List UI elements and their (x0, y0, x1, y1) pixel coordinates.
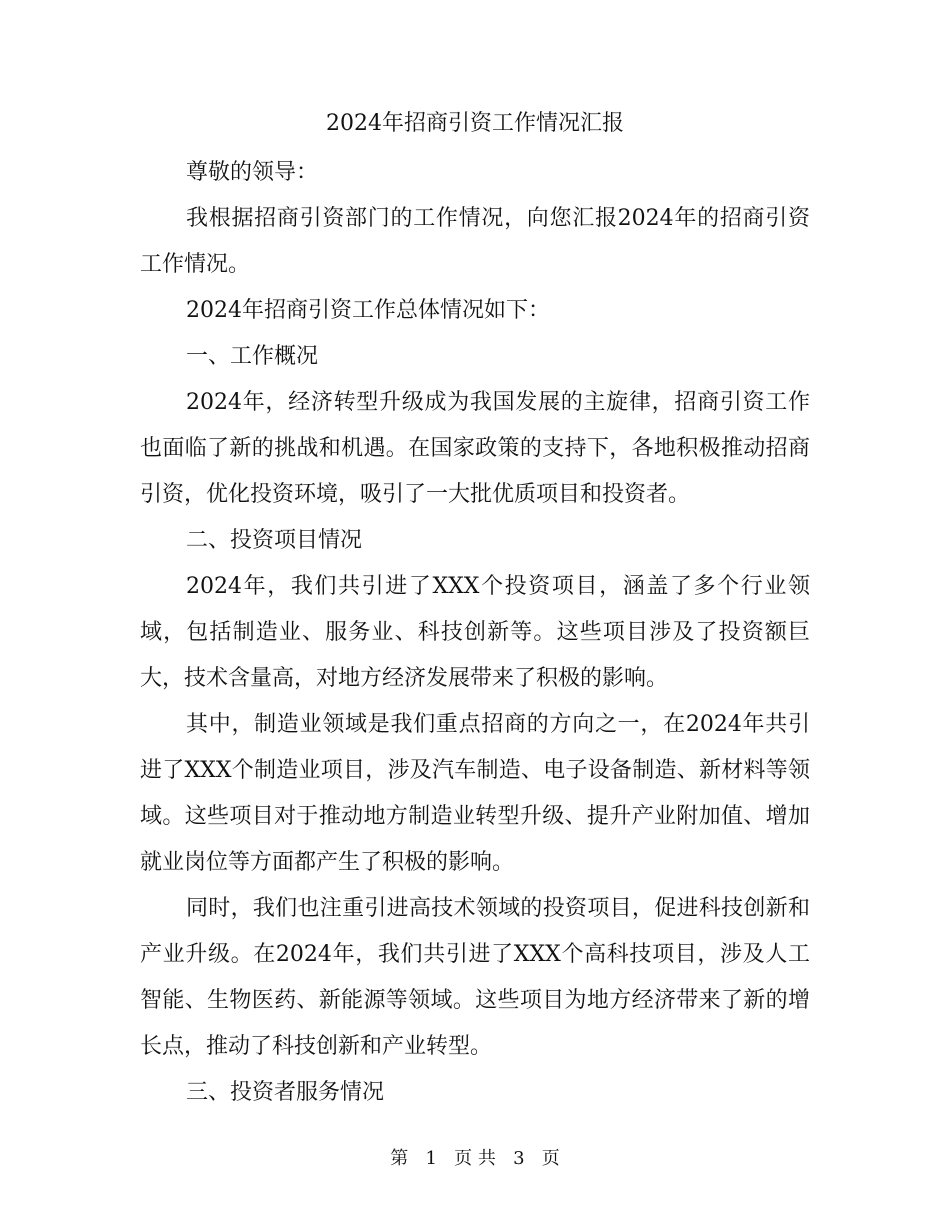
page-label-suffix: 页 (541, 1148, 560, 1169)
total-pages-number: 3 (513, 1148, 525, 1169)
intro-paragraph: 我根据招商引资部门的工作情况，向您汇报2024年的招商引资工作情况。 (140, 206, 810, 277)
section-heading-work-overview: 一、工作概况 (186, 344, 319, 369)
section-heading-investor-services: 三、投资者服务情况 (186, 1080, 385, 1105)
page-label-prefix: 第 (390, 1148, 409, 1169)
high-tech-paragraph: 同时，我们也注重引进高技术领域的投资项目，促进科技创新和产业升级。在2024年，我们共引进了XXX个高科技项目，涉及人工智能、生物医药、新能源等领域。这些项目为地方经济带来了新的增长点，推动了科技创新和产业转型。 (140, 896, 810, 1059)
work-overview-paragraph: 2024年，经济转型升级成为我国发展的主旋律，招商引资工作也面临了新的挑战和机遇。在国家政策的支持下，各地积极推动招商引资，优化投资环境，吸引了一大批优质项目和投资者。 (140, 390, 810, 507)
document-title: 2024年招商引资工作情况汇报 (326, 111, 624, 136)
section-heading-investment-projects: 二、投资项目情况 (186, 528, 363, 553)
page-footer (0, 1146, 950, 1172)
current-page-number: 1 (425, 1148, 437, 1169)
page-label-mid: 页 共 (454, 1148, 496, 1169)
investment-projects-paragraph: 2024年，我们共引进了XXX个投资项目，涵盖了多个行业领域，包括制造业、服务业、科技创新等。这些项目涉及了投资额巨大，技术含量高，对地方经济发展带来了积极的影响。 (140, 574, 810, 691)
document-body (140, 150, 810, 1116)
salutation-paragraph: 尊敬的领导： (186, 160, 319, 185)
manufacturing-paragraph: 其中，制造业领域是我们重点招商的方向之一，在2024年共引进了XXX个制造业项目，涉及汽车制造、电子设备制造、新材料等领域。这些项目对于推动地方制造业转型升级、提升产业附加值、增加就业岗位等方面都产生了积极的影响。 (140, 712, 810, 875)
overview-lead-paragraph: 2024年招商引资工作总体情况如下： (186, 298, 550, 323)
